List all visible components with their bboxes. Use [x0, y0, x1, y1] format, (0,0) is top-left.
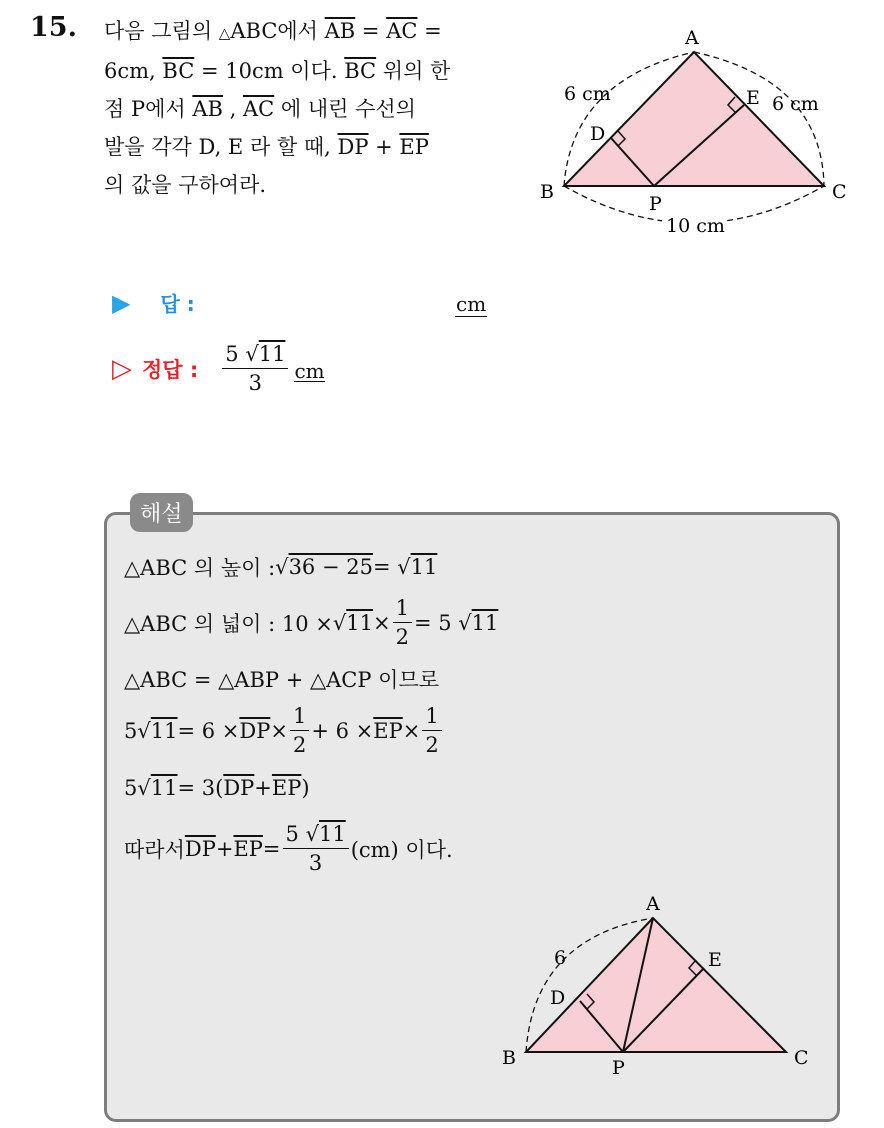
fraction [222, 342, 288, 395]
text: = [417, 19, 442, 43]
label-b: B [502, 1047, 516, 1069]
solution-line-6 [124, 822, 453, 875]
segment-ep: $\overline{EP}$ [399, 135, 429, 159]
text: = [355, 19, 387, 43]
text: 위의 한 [376, 59, 451, 83]
triangle-abc [564, 52, 824, 186]
coefficient: 5 [225, 342, 239, 366]
fraction-denominator: 3 [308, 851, 323, 875]
radicand: 11 [258, 342, 286, 366]
label-ac-length: 6 cm [772, 93, 819, 115]
radicand: 36 − 25 [288, 555, 373, 579]
segment-dp: $\overline{DP}$ [223, 776, 255, 800]
text: ) [301, 776, 310, 800]
answer-label: 답 : [160, 292, 195, 316]
segment-bc: $\overline{BC}$ [344, 59, 377, 83]
text: 5 [124, 776, 138, 800]
fraction-denominator: 2 [292, 733, 307, 757]
fraction-denominator: 2 [395, 625, 409, 649]
segment-ep: $\overline{EP}$ [271, 776, 302, 800]
text: △ABC 의 넓이 : 10 × [124, 611, 333, 636]
question-text [104, 12, 524, 204]
fraction-numerator: 5 √11 [222, 342, 288, 369]
question-line [104, 90, 524, 128]
sqrt-symbol: √ [275, 555, 289, 579]
label-bc-length: 10 cm [666, 215, 725, 237]
radicand: 11 [471, 610, 499, 635]
fraction-numerator: 1 [422, 704, 441, 731]
text: × [270, 718, 288, 743]
segment-dp: $\overline{DP}$ [337, 135, 369, 159]
text: 발을 각각 D, E 라 할 때, [104, 135, 338, 159]
label-p: P [649, 193, 662, 215]
text: 에 내린 수선의 [274, 97, 416, 121]
question-line [104, 52, 524, 90]
label-d: D [590, 123, 606, 145]
text: (cm) 이다. [350, 837, 453, 862]
solution-badge: 해설 [130, 493, 193, 532]
fraction-numerator: 1 [393, 596, 412, 623]
segment-dp: $\overline{DP}$ [239, 718, 271, 743]
correct-label: 정답 : [142, 357, 199, 382]
text: , [222, 97, 243, 121]
triangle-symbol: △ [218, 24, 231, 42]
text: + 6 × [311, 718, 374, 743]
radicand: 11 [150, 776, 178, 800]
text: 5 [124, 718, 138, 743]
triangle-outline-icon: ▷ [112, 353, 132, 384]
segment-bc: $\overline{BC}$ [162, 59, 195, 83]
fraction-numerator: 5 √11 [283, 822, 349, 849]
text: △ABC = △ABP + △ACP 이므로 [124, 668, 440, 692]
fraction [393, 596, 412, 649]
fraction-numerator: 1 [290, 704, 309, 731]
text: = 3( [177, 776, 224, 800]
question-line [104, 12, 524, 52]
text: + [368, 135, 400, 159]
fraction [283, 822, 349, 875]
fraction-denominator: 2 [425, 733, 439, 757]
segment-dp: $\overline{DP}$ [184, 836, 216, 861]
text: 따라서 [124, 837, 185, 862]
question-line [104, 166, 524, 204]
solution-line-5: 5 √ 11 = 3( $\overline{DP}$ + $\overline{EP}$ ) [124, 776, 310, 800]
text: 6cm, [104, 59, 163, 83]
coefficient: 5 [285, 822, 306, 846]
label-ab-length: 6 [554, 947, 567, 969]
radicand: 11 [318, 822, 346, 846]
text: 의 값을 구하여라. [104, 173, 267, 197]
label-e: E [746, 87, 760, 109]
segment-ac: $\overline{AC}$ [386, 19, 418, 43]
segment-ep: $\overline{EP}$ [373, 718, 403, 743]
label-ab-length: 6 cm [564, 83, 611, 105]
label-a: A [646, 893, 660, 915]
question-number: 15. [30, 12, 77, 43]
radicand: 11 [150, 718, 178, 743]
answer-row [112, 288, 487, 317]
triangle-figure [532, 20, 852, 240]
solution-line-2: △ABC 의 넓이 : 10 × √ 11 × $\frac{1}{2}$ = 5 √ 11 [124, 596, 499, 649]
label-b: B [540, 181, 554, 203]
text: = 5 [413, 610, 452, 635]
label-c: C [832, 181, 847, 203]
text: = [372, 555, 391, 579]
fraction [290, 704, 309, 757]
solution-line-1: △ABC 의 높이 : √ 36 − 25 = √ 11 [124, 552, 437, 582]
radicand: 11 [346, 610, 373, 635]
solution-triangle-figure [498, 888, 828, 1088]
segment-ab: $\overline{AB}$ [192, 97, 223, 121]
text: × [402, 718, 421, 743]
text: 다음 그림의 [104, 19, 219, 43]
label-d: D [550, 987, 566, 1009]
text: △ABC 의 높이 : [124, 556, 276, 580]
solution-line-4: 5 √ 11 = 6 × $\overline{DP}$ × $\frac{1}{2}$ + 6 × $\overline{EP}$ × $\frac{1}{2}$ [124, 704, 444, 757]
correct-unit: cm [294, 359, 325, 383]
text: = 10cm 이다. [194, 59, 345, 83]
label-p: P [612, 1057, 625, 1079]
triangle-abc [526, 918, 786, 1052]
play-icon: ▶ [112, 288, 131, 317]
correct-answer-row [112, 342, 325, 395]
label-a: A [685, 27, 699, 49]
segment-ab: $\overline{AB}$ [324, 19, 356, 43]
segment-ep: $\overline{EP}$ [233, 836, 263, 861]
segment-ac: $\overline{AC}$ [242, 97, 275, 121]
text: = 6 × [177, 718, 240, 743]
text: + [254, 776, 272, 800]
radicand: 11 [410, 555, 438, 579]
answer-blank: cm [456, 292, 487, 316]
text: = [262, 836, 281, 861]
text: 점 P에서 [104, 97, 193, 121]
question-line [104, 128, 524, 166]
text: ABC [230, 19, 278, 43]
text: × [372, 610, 391, 635]
label-c: C [794, 1047, 809, 1069]
solution-line-3 [124, 664, 439, 694]
fraction [422, 704, 441, 757]
fraction-denominator: 3 [248, 371, 263, 395]
text: + [215, 836, 234, 861]
label-e: E [708, 949, 722, 971]
text: 에서 [277, 19, 325, 43]
